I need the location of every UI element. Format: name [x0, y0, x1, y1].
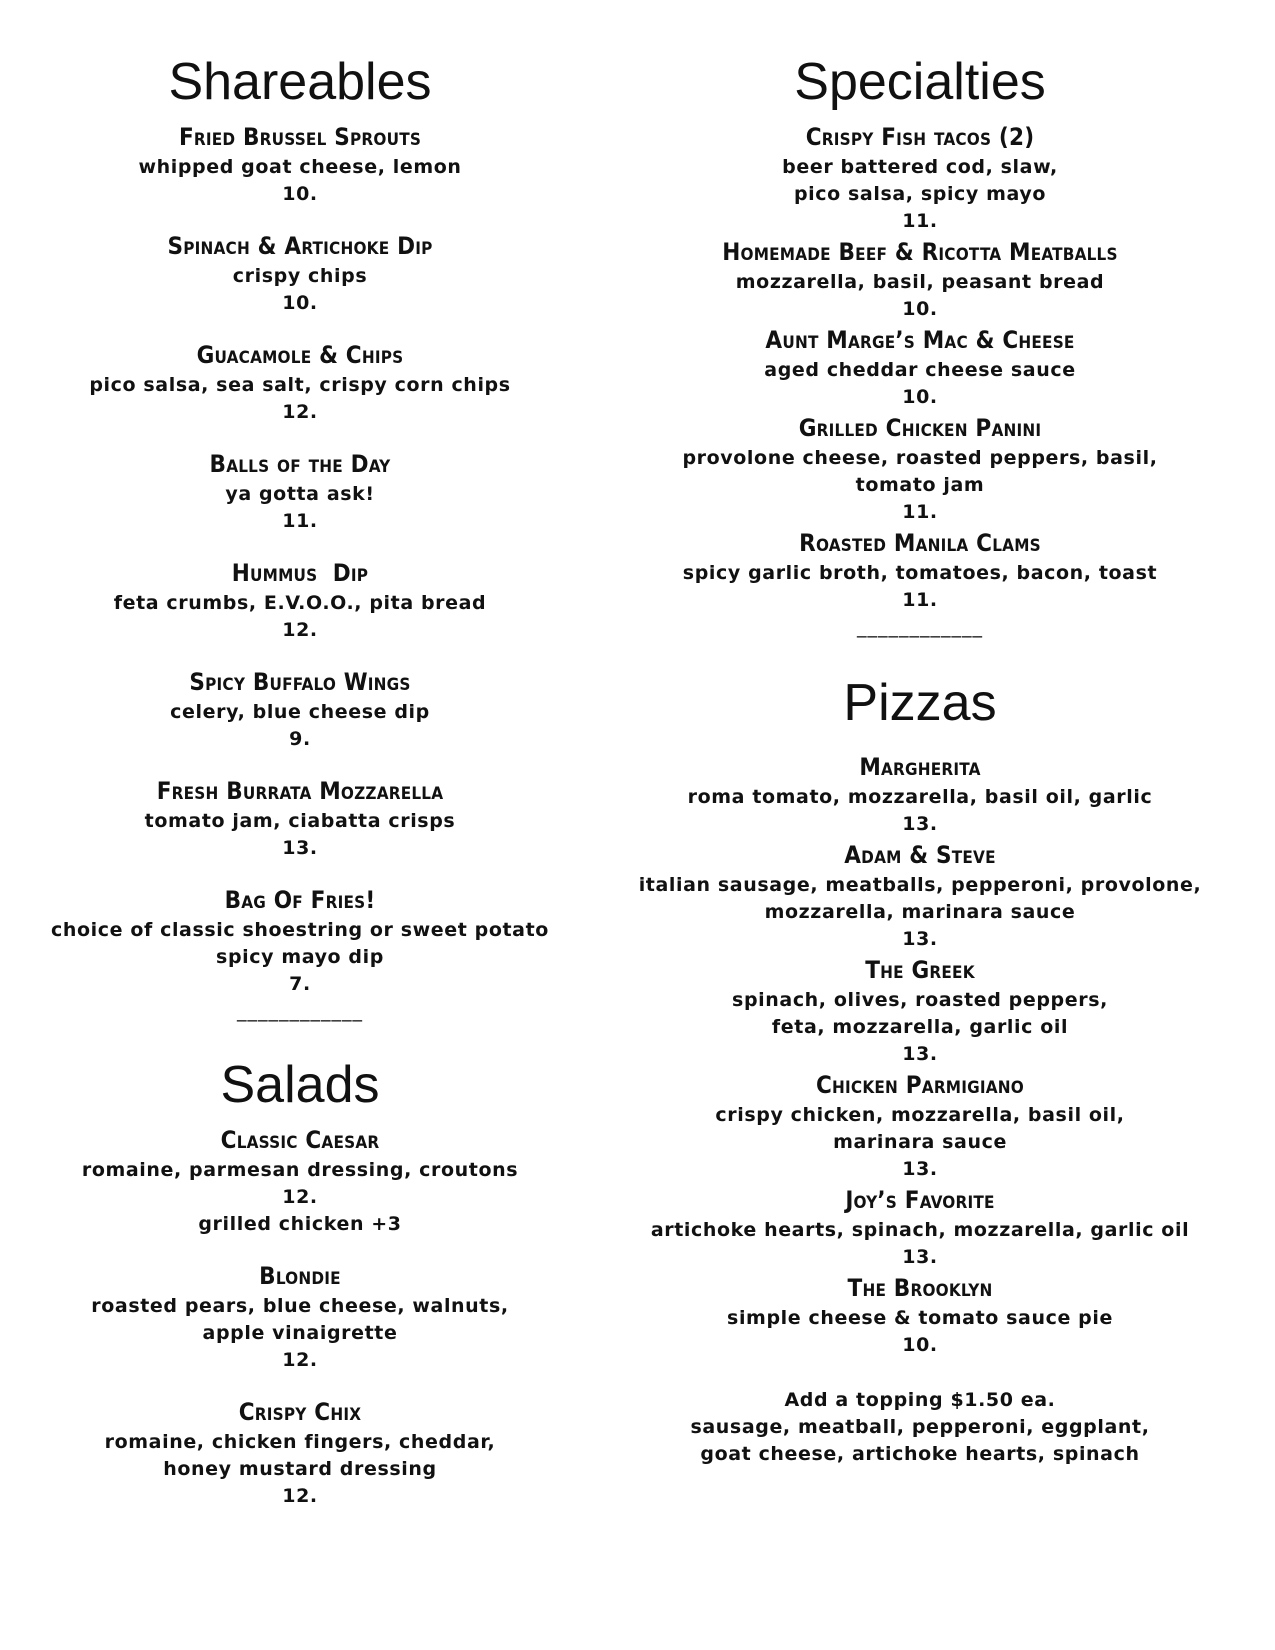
topping-note-line: Add a topping $1.50 ea. — [784, 1389, 1056, 1411]
menu-item — [630, 526, 1210, 614]
item-price: 13. — [902, 1246, 938, 1268]
shareables-title: Shareables — [168, 53, 432, 111]
pizzas-title: Pizzas — [843, 674, 997, 732]
menu-item — [50, 556, 550, 644]
item-description: spicy mayo dip — [216, 946, 384, 968]
item-description: feta crumbs, E.V.O.O., pita bread — [113, 592, 487, 614]
item-price: 12. — [282, 1186, 318, 1208]
item-name: Crispy Fish tacos (2) — [805, 123, 1035, 151]
item-name: Chicken Parmigiano — [816, 1071, 1024, 1099]
menu-item — [50, 665, 550, 753]
item-description: ya gotta ask! — [225, 483, 375, 505]
menu-item — [630, 1068, 1210, 1183]
item-price: 10. — [902, 386, 938, 408]
menu-item — [50, 338, 550, 426]
item-description: aged cheddar cheese sauce — [764, 359, 1076, 381]
menu-item — [630, 323, 1210, 411]
item-name: Guacamole & Chips — [196, 341, 404, 369]
item-price: 11. — [902, 210, 938, 232]
item-description: simple cheese & tomato sauce pie — [727, 1307, 1113, 1329]
item-name: Spicy Buffalo Wings — [189, 668, 411, 696]
item-name: The Greek — [865, 956, 975, 984]
right-column — [630, 44, 1210, 1468]
item-name: Margherita — [859, 753, 981, 781]
item-description: provolone cheese, roasted peppers, basil, — [682, 447, 1158, 469]
item-description: crispy chips — [232, 265, 368, 287]
item-name: Fried Brussel Sprouts — [178, 123, 422, 151]
item-price: 7. — [289, 973, 311, 995]
menu-item — [50, 774, 550, 862]
topping-note-line: sausage, meatball, pepperoni, eggplant, — [690, 1416, 1150, 1438]
item-name: Crispy Chix — [238, 1398, 362, 1426]
item-price: 11. — [902, 501, 938, 523]
menu-item — [50, 1395, 550, 1510]
menu-item — [630, 750, 1210, 838]
menu-item — [630, 235, 1210, 323]
menu-item — [50, 1259, 550, 1374]
item-price: 12. — [282, 619, 318, 641]
item-price: 10. — [282, 292, 318, 314]
item-description: mozzarella, basil, peasant bread — [735, 271, 1105, 293]
item-description: choice of classic shoestring or sweet potato — [51, 919, 549, 941]
item-price: 13. — [902, 813, 938, 835]
item-name: Homemade Beef & Ricotta Meatballs — [722, 238, 1118, 266]
item-description: pico salsa, spicy mayo — [793, 183, 1046, 205]
item-description: crispy chicken, mozzarella, basil oil, — [715, 1104, 1125, 1126]
item-price: 12. — [282, 401, 318, 423]
menu-item — [630, 953, 1210, 1068]
section-divider: ____________ — [857, 616, 983, 638]
item-description: marinara sauce — [833, 1131, 1007, 1153]
item-description: tomato jam, ciabatta crisps — [144, 810, 456, 832]
item-description: honey mustard dressing — [163, 1458, 437, 1480]
item-price: 9. — [289, 728, 311, 750]
item-name: Blondie — [259, 1262, 341, 1290]
menu-item — [630, 1271, 1210, 1359]
item-description: apple vinaigrette — [202, 1322, 398, 1344]
salads-title: Salads — [220, 1056, 380, 1114]
item-price: 11. — [902, 589, 938, 611]
topping-note — [630, 1387, 1210, 1468]
item-description: pico salsa, sea salt, crispy corn chips — [89, 374, 511, 396]
item-name: Fresh Burrata Mozzarella — [156, 777, 444, 805]
item-description: tomato jam — [855, 474, 985, 496]
item-description: artichoke hearts, spinach, mozzarella, garlic oil — [650, 1219, 1190, 1241]
menu-item — [50, 883, 550, 998]
item-price: 13. — [902, 928, 938, 950]
menu-item — [50, 229, 550, 317]
menu-item — [630, 838, 1210, 953]
item-name: Spinach & Artichoke Dip — [167, 232, 433, 260]
item-description: spinach, olives, roasted peppers, — [732, 989, 1108, 1011]
item-name: Bag Of Fries! — [224, 886, 376, 914]
menu-item — [50, 447, 550, 535]
item-name: Adam & Steve — [844, 841, 996, 869]
item-name: The Brooklyn — [847, 1274, 993, 1302]
left-column — [50, 44, 550, 1510]
item-description: italian sausage, meatballs, pepperoni, provolone, — [638, 874, 1202, 896]
item-price: 12. — [282, 1349, 318, 1371]
item-price: 12. — [282, 1485, 318, 1507]
menu-item — [50, 1123, 550, 1238]
menu-item — [630, 1183, 1210, 1271]
item-description: mozzarella, marinara sauce — [764, 901, 1076, 923]
item-name: Balls of the Day — [209, 450, 391, 478]
item-name: Classic Caesar — [220, 1126, 380, 1154]
item-price: 10. — [282, 183, 318, 205]
item-name: Grilled Chicken Panini — [798, 414, 1042, 442]
item-description: spicy garlic broth, tomatoes, bacon, toast — [682, 562, 1158, 584]
item-price: 13. — [902, 1158, 938, 1180]
item-name: Aunt Marge’s Mac & Cheese — [765, 326, 1075, 354]
topping-note-line: goat cheese, artichoke hearts, spinach — [700, 1443, 1140, 1465]
menu-item — [630, 411, 1210, 526]
item-description: romaine, parmesan dressing, croutons — [81, 1159, 519, 1181]
item-description: beer battered cod, slaw, — [782, 156, 1058, 178]
specialties-title: Specialties — [794, 53, 1046, 111]
item-description: roma tomato, mozzarella, basil oil, garlic — [687, 786, 1153, 808]
item-description: celery, blue cheese dip — [170, 701, 430, 723]
item-price: 10. — [902, 1334, 938, 1356]
item-name: Hummus Dip — [231, 559, 369, 587]
item-price: 13. — [282, 837, 318, 859]
item-price: 13. — [902, 1043, 938, 1065]
item-name: Roasted Manila Clams — [799, 529, 1041, 557]
item-description: roasted pears, blue cheese, walnuts, — [91, 1295, 509, 1317]
item-name: Joy’s Favorite — [845, 1186, 995, 1214]
item-description: romaine, chicken fingers, cheddar, — [104, 1431, 496, 1453]
item-description: whipped goat cheese, lemon — [138, 156, 462, 178]
item-addon: grilled chicken +3 — [198, 1213, 402, 1235]
menu-item — [630, 120, 1210, 235]
item-description: feta, mozzarella, garlic oil — [771, 1016, 1069, 1038]
menu-item — [50, 120, 550, 208]
section-divider: ____________ — [237, 1000, 363, 1022]
item-price: 10. — [902, 298, 938, 320]
item-price: 11. — [282, 510, 318, 532]
